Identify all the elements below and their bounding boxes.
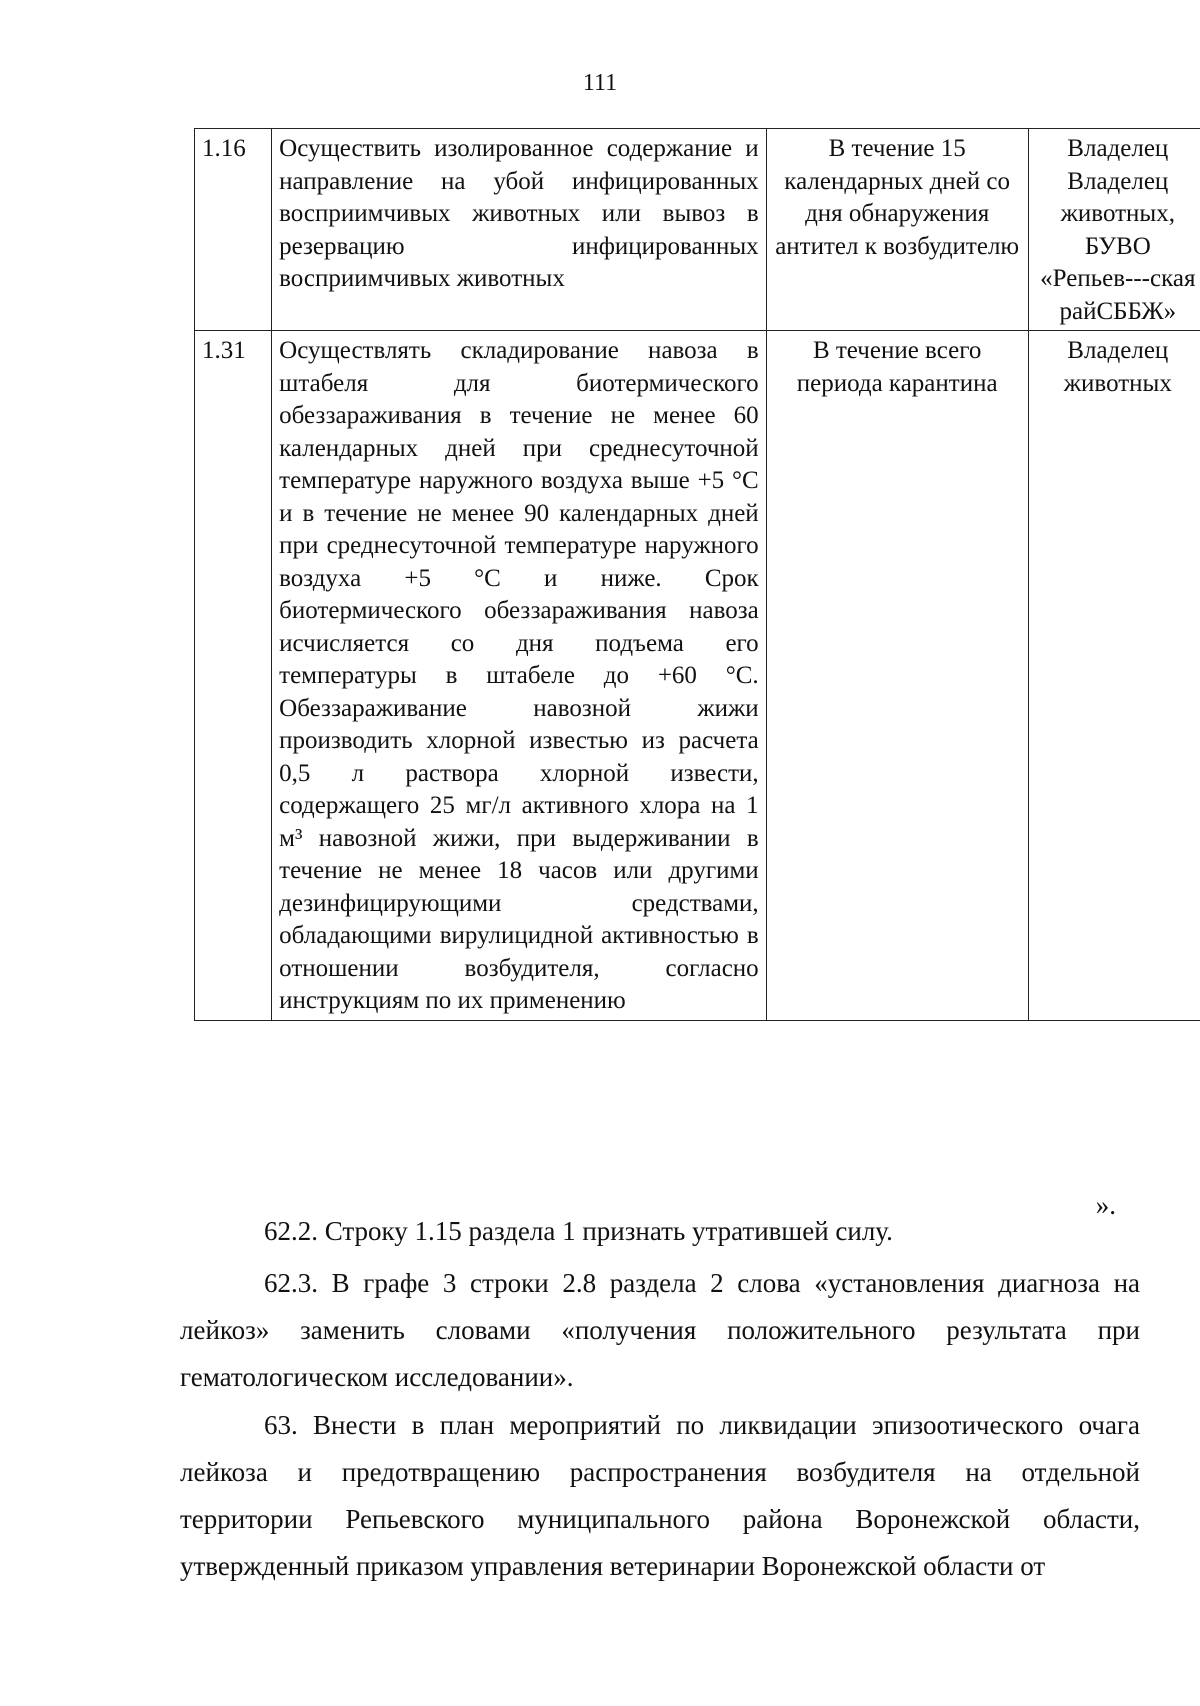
responsible-cell: Владелец Владелец животных, БУВО «Репьев---ская райСББЖ» (1028, 129, 1200, 331)
paragraph-62-3: 62.3. В графе 3 строки 2.8 раздела 2 слова «установления диагноза на лейкоз» заменить словами «получения положительного результата при гематологическом исследовании». (180, 1268, 1140, 1392)
term-cell: В течение 15 календарных дней со дня обнаружения антител к возбудителю (766, 129, 1028, 331)
paragraph-63: 63. Внести в план мероприятий по ликвидации эпизоотического очага лейкоза и предотвращению распространения возбудителя на отдельной территории Репьевского муниципального района Воронежской области, утвержденный приказом управления ветеринарии Воронежской области от (180, 1410, 1140, 1581)
paragraph-62-2: 62.2. Строку 1.15 раздела 1 признать утратившей силу. (264, 1216, 893, 1246)
row-number-cell: 1.16 (195, 129, 272, 331)
action-cell: Осуществлять складирование навоза в штабеля для биотермического обеззараживания в течение не менее 60 календарных дней при среднесуточной температуре наружного воздуха выше +5 °С и в течение не менее 90 календарных дней при среднесуточной температуре наружного воздуха +5 °С и ниже. Срок биотермического обеззараживания навоза исчисляется со дня подъема его температуры в штабеле до +60 °С. Обеззараживание навозной жижи производить хлорной известью из расчета 0,5 л раствора хлорной извести, содержащего 25 мг/л активного хлора на 1 м³ навозной жижи, при выдерживании в течение не менее 18 часов или другими дезинфицирующими средствами, обладающими вирулицидной активностью в отношении возбудителя, согласно инструкциям по их применению (272, 331, 767, 1021)
page-number: 111 (582, 70, 618, 96)
closing-quote: ». (1095, 1190, 1116, 1220)
action-cell: Осуществить изолированное содержание и направление на убой инфицированных восприимчивых животных или вывоз в резервацию инфицированных восприимчивых животных (272, 129, 767, 331)
measures-table (194, 128, 1200, 1021)
term-cell: В течение всего периода карантина (766, 331, 1028, 1021)
table-row (195, 129, 1200, 331)
row-number-cell: 1.31 (195, 331, 272, 1021)
table-row (195, 331, 1200, 1021)
responsible-cell: Владелец животных (1028, 331, 1200, 1021)
